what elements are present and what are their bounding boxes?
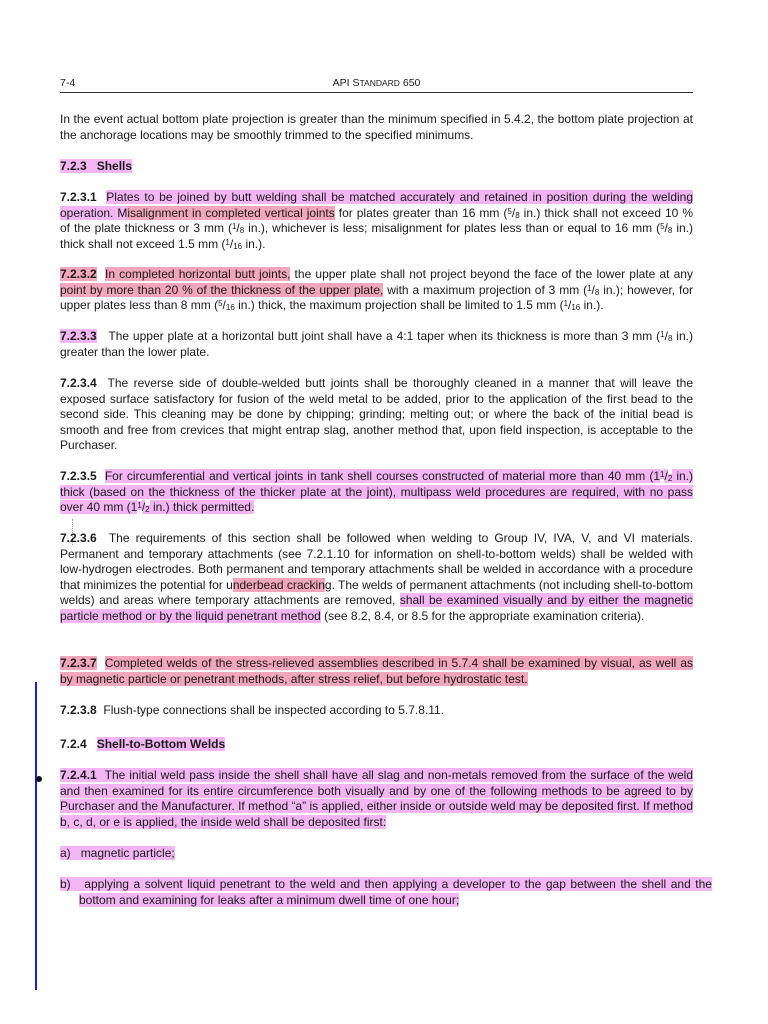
revision-bar	[35, 682, 37, 990]
intro-paragraph: In the event actual bottom plate projection is greater than the minimum specified in 5.4.2, the bottom plate projection at the anchorage locations may be smoothly trimmed to the specified minimums.	[60, 112, 693, 142]
paragraph-7-2-3-3: 7.2.3.3 The upper plate at a horizontal butt joint shall have a 4:1 taper when its thickness is more than 3 mm ($^1/_8$ in.) greater than the lower plate.	[60, 329, 693, 359]
paragraph-7-2-3-4: 7.2.3.4 The reverse side of double-welded butt joints shall be thoroughly cleaned in a manner that will leave the exposed surface satisfactory for fusion of the weld metal to be added, prior to the application of the first bead to the second side. This cleaning may be done by chipping; grinding; melting out; or where the back of the initial bead is smooth and free from crevices that might entrap slag, another method that, upon field inspection, is acceptable to the Purchaser.	[60, 376, 693, 452]
standard-title: API STANDARD 650	[332, 77, 421, 89]
paragraph-7-2-3-8: 7.2.3.8 Flush-type connections shall be inspected according to 5.7.8.11.	[60, 703, 445, 717]
page-number: 7-4	[60, 77, 76, 89]
list-item: b) applying a solvent liquid penetrant to the weld and then applying a developer to the gap between the shell and the bottom and examining for leaks after a minimum dwell time of one hour;	[60, 877, 712, 907]
paragraph-7-2-3-6: 7.2.3.6 The requirements of this section shall be followed when welding to Group IV, IVA, V, and VI materials. Permanent and temporary attachments (see 7.2.1.10 for information on shell-to-bottom welds) shall be welded with low-hydrogen electrodes. Both permanent and temporary attachments shall be welded in accordance with a procedure that minimizes the potential for underbead cracking. The welds of permanent attachments (not including shell-to-bottom welds) and areas where temporary attachments are removed, shall be examined visually and by either the magnetic particle method or by the liquid penetrant method (see 8.2, 8.4, or 8.5 for the appropriate examination criteria).	[60, 531, 693, 623]
paragraph-7-2-3-2: 7.2.3.2 In completed horizontal butt joints, the upper plate shall not project beyond the face of the lower plate at any point by more than 20 % of the thickness of the upper plate, with a maximum projection of 3 mm ($^1/_8$ in.); however, for upper plates less than 8 mm ($^5/_{16}$ in.) thick, the maximum projection shall be limited to 1.5 mm ($^1/_{16}$ in.).	[60, 267, 693, 312]
paragraph-7-2-3-7: 7.2.3.7 Completed welds of the stress-relieved assemblies described in 5.7.4 shall be examined by visual, as well as by magnetic particle or penetrant methods, after stress relief, but before hydrostatic test.	[60, 656, 694, 686]
page-header	[60, 76, 693, 93]
section-heading-7-2-4: 7.2.4 Shell-to-Bottom Welds	[60, 737, 226, 751]
paragraph-7-2-4-1: 7.2.4.1 The initial weld pass inside the shell shall have all slag and non-metals removed from the surface of the weld and then examined for its entire circumference both visually and by one of the following methods to be agreed to by Purchaser and the Manufacturer. If method “a” is applied, either inside or outside weld may be deposited first. If method b, c, d, or e is applied, the inside weld shall be deposited first:	[60, 768, 694, 829]
paragraph-7-2-3-5: 7.2.3.5 For circumferential and vertical joints in tank shell courses constructed of material more than 40 mm ($1^1/_2$ in.) thick (based on the thickness of the thicker plate at the joint), multipass weld procedures are required, with no pass over 40 mm ($1^1/_2$ in.) thick permitted.	[60, 469, 693, 514]
list-item: a) magnetic particle;	[60, 846, 175, 860]
section-heading-7-2-3: 7.2.3 Shells	[60, 159, 133, 173]
paragraph-7-2-3-1: 7.2.3.1 Plates to be joined by butt welding shall be matched accurately and retained in position during the welding operation. Misalignment in completed vertical joints for plates greater than 16 mm ($^5/_8$ in.) thick shall not exceed 10 % of the plate thickness or 3 mm ($^1/_8$ in.), whichever is less; misalignment for plates less than or equal to 16 mm ($^5/_8$ in.) thick shall not exceed 1.5 mm ($^1/_{16}$ in.).	[60, 190, 694, 251]
revision-bullet-icon	[36, 776, 42, 782]
